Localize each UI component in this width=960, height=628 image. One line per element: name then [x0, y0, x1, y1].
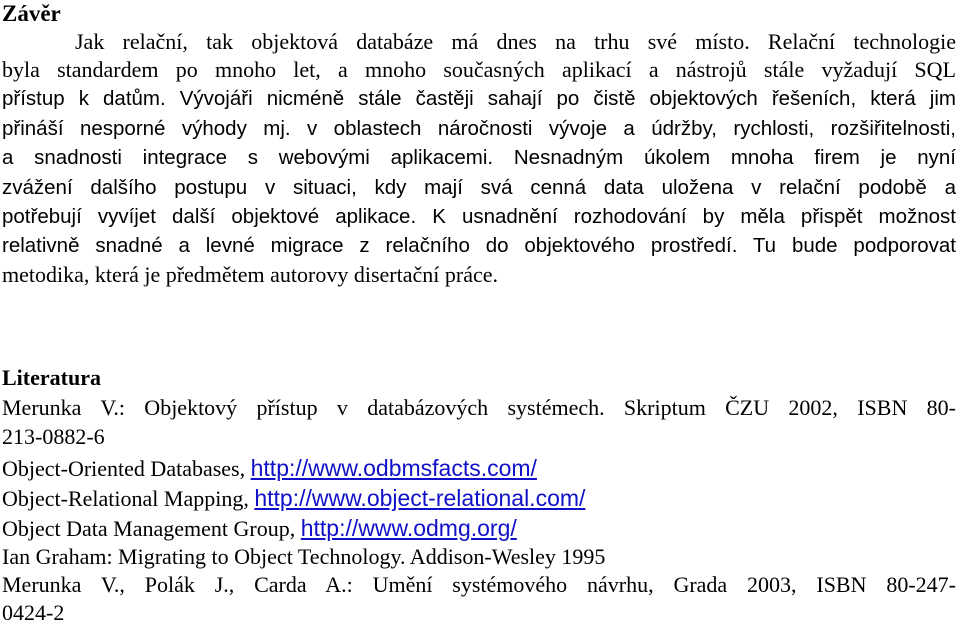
odbmsfacts-link[interactable]: http://www.odbmsfacts.com/: [250, 455, 537, 481]
paragraph-line: metodika, která je předmětem autorovy disertační práce.: [2, 262, 499, 287]
paragraph-line: potřebují vyvíjet další objektové aplikace. K usnadnění rozhodování by měla přispět možnost: [2, 205, 956, 228]
odmg-link[interactable]: http://www.odmg.org/: [300, 515, 517, 541]
paragraph-line: přináší nesporné výhody mj. v oblastech náročnosti vývoje a údržby, rychlosti, rozšiřitelnosti,: [2, 117, 956, 140]
literature-heading: Literatura: [2, 365, 101, 390]
reference-item: [2, 483, 585, 514]
reference-item: [2, 453, 537, 484]
reference-item: [2, 513, 517, 544]
object-relational-link[interactable]: http://www.object-relational.com/: [254, 485, 586, 511]
paragraph-line: zvážení dalšího postupu v situaci, kdy mají svá cenná data uložena v relační podobě a: [2, 176, 956, 199]
paragraph-line: Jak relační, tak objektová databáze má dnes na trhu své místo. Relační technologie: [75, 29, 956, 54]
reference-text: Object Data Management Group,: [2, 516, 301, 541]
reference-item: Merunka V.: Objektový přístup v databázových systémech. Skriptum ČZU 2002, ISBN 80-: [2, 395, 956, 420]
paragraph-line: relativně snadné a levné migrace z relačního do objektového prostředí. Tu bude podporovat: [2, 234, 956, 257]
paragraph-line: byla standardem po mnoho let, a mnoho současných aplikací a nástrojů stále vyžadují SQL: [2, 57, 956, 82]
paragraph-line: a snadnosti integrace s webovými aplikacemi. Nesnadným úkolem mnoha firem je nyní: [2, 146, 956, 169]
reference-item-continuation: 0424-2: [2, 600, 65, 625]
reference-item: Merunka V., Polák J., Carda A.: Umění systémového návrhu, Grada 2003, ISBN 80-247-: [2, 572, 956, 597]
reference-text: Object-Relational Mapping,: [2, 486, 255, 511]
conclusion-heading: Závěr: [2, 1, 61, 26]
reference-item: Ian Graham: Migrating to Object Technology. Addison-Wesley 1995: [2, 544, 606, 569]
reference-item-continuation: 213-0882-6: [2, 424, 105, 449]
paragraph-line: přístup k datům. Vývojáři nicméně stále častěji sahají po čistě objektových řešeních, která jim: [2, 87, 956, 110]
reference-text: Object-Oriented Databases,: [2, 456, 251, 481]
